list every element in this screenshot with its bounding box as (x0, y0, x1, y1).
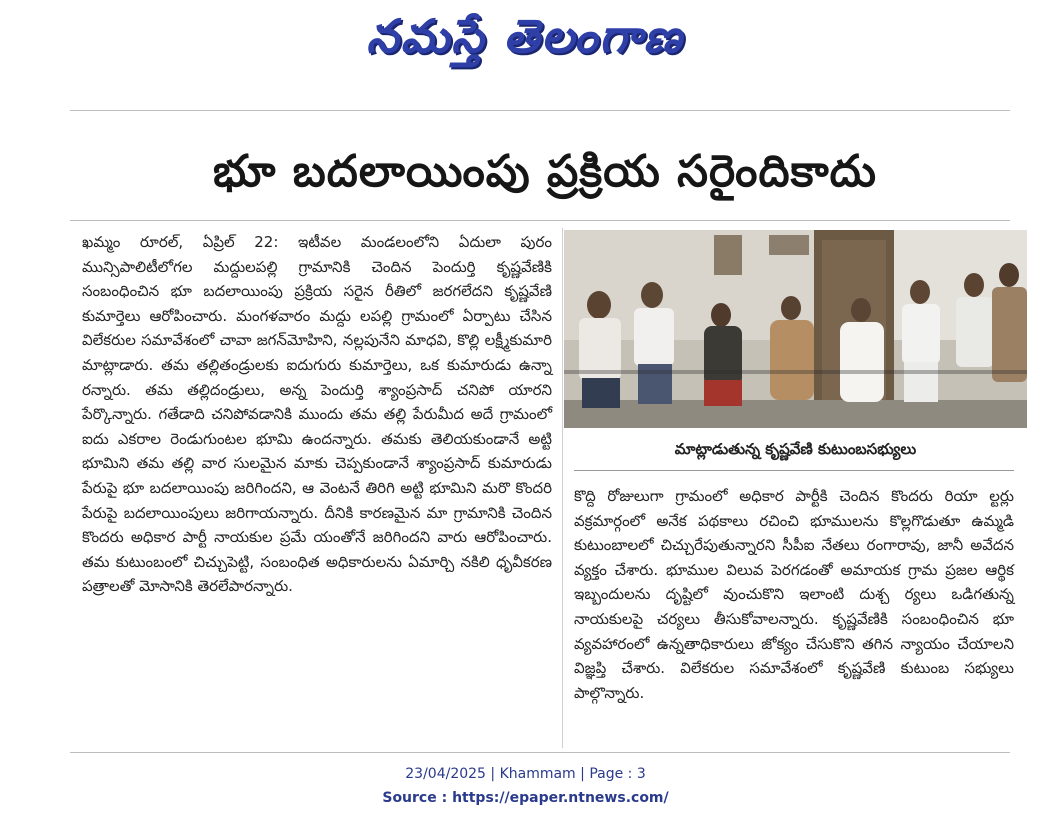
newspaper-masthead: నమస్తే తెలంగాణ (366, 9, 684, 63)
photo-caption: మాట్లాడుతున్న కృష్ణవేణి కుటుంబసభ్యులు (674, 440, 917, 458)
article-right-column (574, 484, 1014, 705)
caption-divider (574, 470, 1014, 471)
article-paragraph: ఖమ్మం రూరల్, ఏప్రిల్ 22: ఇటీవల మండలంలోని ఏదులా పురం మున్సిపాలిటీలోగల మద్దులపల్లి గ్రామానికి చెందిన పెందుర్తి కృష్ణవేణికి సంబంధించిన భూ బదలాయింపు ప్రక్రియ సరైన రీతిలో జరగలేదని కృష్ణవేణి కుమార్తెలు ఆరోపించారు. మంగళవారం మద్దు లపల్లి గ్రామంలో ఏర్పాటు చేసిన విలేకరుల సమావేశంలో చావా జగన్‌మోహిని, నల్లపునేని మాధవి, కొల్లి లక్ష్మీకుమారి మాట్లాడారు. తమ తల్లితండ్రులకు ఐదుగురు కుమార్తెలు, ఒక కుమారుడు ఉన్నా రన్నారు. తమ తల్లిదండ్రులు, అన్న పెందుర్తి శ్యాంప్రసాద్ చనిపో యారని పేర్కొన్నారు. గతేడాది చనిపోవడానికి ముందు తమ తల్లి పేరుమీద అదే గ్రామంలో ఐదు ఎకరాల రెండుగుంటల భూమి ఉందన్నారు. తమకు తెలియకుండానే అట్టి భూమిని తమ తల్లి వార సులమైన మాకు చెప్పకుండానే శ్యాంప్రసాద్ కుమారుడు పేరుపై భూ బదలాయింపు జరిగిందని, ఆ వెంటనే తిరిగి అట్టి భూమిని మరొ కొందరి పేరుపై బదలాయింపులు జరిగాయన్నారు. దీనికి కారణమైన మా గ్రామానికి చెందిన కొందరు అధికార పార్టీ నాయకుల ప్రమే యంతోనే జరిగిందని వారు ఆరోపించారు. తమ కుటుంబంలో చిచ్చుపెట్టి, సంబంధిత అధికారులను ఏమార్చి నకిలి ధృవీకరణ పత్రాలతో మోసానికి తెరలేపారన్నారు. (82, 233, 552, 596)
article-headline: భూ బదలాయింపు ప్రక్రియ సరైందికాదు (213, 146, 877, 197)
edition-info: 23/04/2025 | Khammam | Page : 3 (405, 766, 646, 782)
bottom-divider (70, 752, 1010, 753)
family-members-photo (564, 230, 1027, 428)
column-divider (562, 228, 563, 748)
source-link[interactable]: Source : https://epaper.ntnews.com/ (382, 790, 669, 806)
article-paragraph: కొద్ది రోజులుగా గ్రామంలో అధికార పార్టీకి చెందిన కొందరు రియా ల్టర్లు వక్రమార్గంలో అనేక పథకాలు రచించి భూములను కొల్లగొడుతూ ఉమ్మడి కుటుంబాలలో చిచ్చురేపుతున్నారని సీపీఐ నేతలు రంగారావు, జానీ అవేదన వ్యక్తం చేశారు. భూముల విలువ పెరగడంతో అమాయక గ్రామ ప్రజల ఆర్థిక ఇబ్బందులను దృష్టిలో వుంచుకొని ఇలాంటి దుశ్చ ర్యలు ఒడిగతున్న నాయకులపై చర్యలు తీసుకోవాలన్నారు. కృష్ణవేణికి సంబంధించిన భూ వ్యవహారంలో ఉన్నతాధికారులు జోక్యం చేసుకొని తగిన న్యాయం చేయాలని విజ్ఞప్తి చేశారు. విలేకరుల సమావేశంలో కృష్ణవేణి కుటుంబ సభ్యులు పాల్గొన్నారు. (574, 487, 1014, 702)
headline-divider (70, 220, 1010, 221)
photo-illustration (564, 230, 1027, 428)
article-left-column (82, 230, 552, 599)
top-divider (70, 110, 1010, 111)
